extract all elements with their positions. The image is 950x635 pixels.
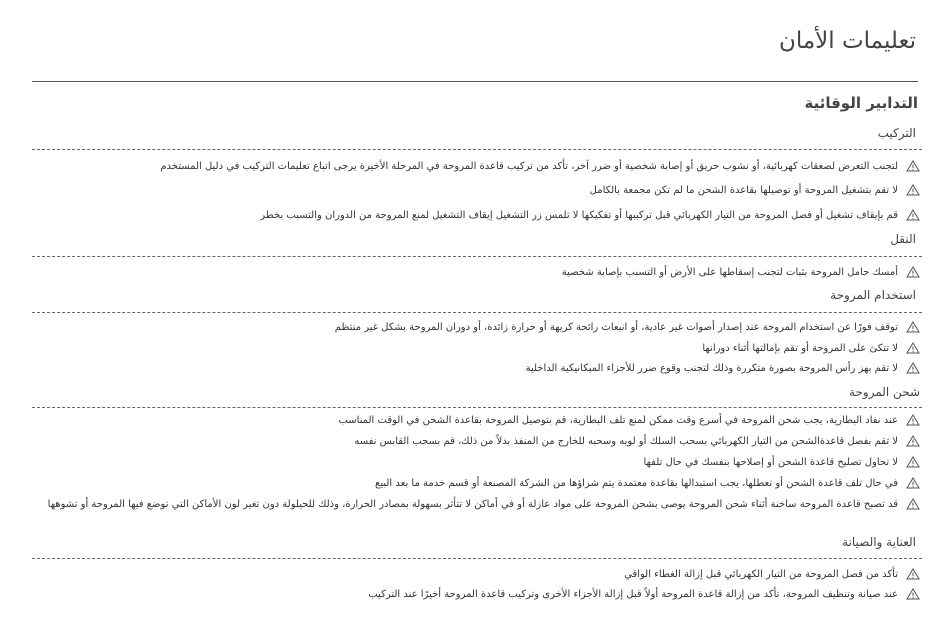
list-item bbox=[40, 456, 920, 469]
item-text: لا تتكئ على المروحة أو تقم بإمالتها أثناء دورانها bbox=[702, 343, 898, 354]
item-text: توقف فورًا عن استخدام المروحة عند إصدار أصوات غير عادية، أو انبعاث رائحة كريهة أو حرارة زائدة، أو دوران المروحة بشكل غير منتظم bbox=[334, 322, 898, 333]
list-item bbox=[40, 568, 920, 581]
list-item bbox=[40, 321, 920, 334]
warning-triangle-icon bbox=[906, 414, 920, 426]
section-divider bbox=[32, 256, 922, 257]
item-text: عند نفاد البطارية، يجب شحن المروحة في أسرع وقت ممكن لمنع تلف البطارية، قم بتوصيل المروحة بقاعدة الشحن في الوقت المناسب bbox=[338, 415, 898, 426]
warning-triangle-icon bbox=[906, 498, 920, 510]
page-title: تعليمات الأمان bbox=[778, 28, 916, 54]
section-heading-maintenance: العناية والصيانة bbox=[842, 535, 916, 549]
list-item bbox=[40, 362, 920, 375]
list-item bbox=[40, 209, 920, 222]
warning-triangle-icon bbox=[906, 184, 920, 196]
item-text: لتجنب التعرض لصعقات كهربائية، أو نشوب حريق أو إصابة شخصية أو ضرر آخر، تأكد من تركيب قاعدة المروحة في المرحلة الأخيرة يرجى اتباع تعليمات التركيب في دليل المستخدم bbox=[160, 161, 898, 172]
list-item bbox=[40, 588, 920, 601]
section-divider bbox=[32, 558, 922, 559]
list-item bbox=[40, 477, 920, 490]
warning-triangle-icon bbox=[906, 209, 920, 221]
list-item bbox=[40, 184, 920, 197]
warning-triangle-icon bbox=[906, 588, 920, 600]
section-divider bbox=[32, 407, 922, 408]
warning-triangle-icon bbox=[906, 362, 920, 374]
list-item bbox=[40, 435, 920, 448]
section-heading-charging: شحن المروحة bbox=[849, 385, 920, 399]
warning-triangle-icon bbox=[906, 435, 920, 447]
list-item bbox=[40, 160, 920, 173]
warning-triangle-icon bbox=[906, 456, 920, 468]
item-text: أمسك حامل المروحة بثبات لتجنب إسقاطها على الأرض أو التسبب بإصابة شخصية bbox=[561, 267, 898, 278]
section-heading-usage: استخدام المروحة bbox=[830, 288, 916, 302]
list-item bbox=[40, 266, 920, 279]
item-text: في حال تلف قاعدة الشحن أو تعطلها، يجب استبدالها بقاعدة معتمدة يتم شراؤها من الشركة المصنعة أو قسم خدمة ما بعد البيع bbox=[375, 478, 898, 489]
section-heading-installation: التركيب bbox=[877, 126, 916, 140]
list-item bbox=[40, 414, 920, 427]
item-text: لا تقم بهز رأس المروحة بصورة متكررة وذلك لتجنب وقوع ضرر للأجزاء الميكانيكية الداخلية bbox=[525, 363, 898, 374]
list-item bbox=[40, 498, 920, 511]
section-divider bbox=[32, 149, 922, 150]
warning-triangle-icon bbox=[906, 342, 920, 354]
warning-triangle-icon bbox=[906, 266, 920, 278]
item-text: تأكد من فصل المروحة من التيار الكهربائي قبل إزالة الغطاء الواقي bbox=[624, 569, 898, 580]
item-text: عند صيانة وتنظيف المروحة، تأكد من إزالة قاعدة المروحة أولاً قبل إزالة الأجزاء الأخرى وتركيب قاعدة المروحة أخيرًا عند التركيب bbox=[368, 589, 898, 600]
item-text: قد تصبح قاعدة المروحة ساخنة أثناء شحن المروحة يوصى بشحن المروحة على مواد عازلة أو في أماكن لا تتأثر بسهولة بمصادر الحرارة، وذلك للحيلولة دون تغير لون الأماكن التي توضع فيها المروحة أو تشوهها bbox=[47, 499, 898, 510]
section-heading-transport: النقل bbox=[890, 232, 916, 246]
section-subtitle: التدابير الوقائية bbox=[804, 94, 918, 112]
warning-triangle-icon bbox=[906, 160, 920, 172]
list-item bbox=[40, 342, 920, 355]
item-text: لا تقم بفصل قاعدةالشحن من التيار الكهربائي بسحب السلك أو لويه وسحبه للخارج من المنفذ بدلاً من ذلك، قم بسحب القابس نفسه bbox=[354, 436, 898, 447]
item-text: قم بإيقاف تشغيل أو فصل المروحة من التيار الكهربائي قبل تركيبها أو تفكيكها لا تلمس زر التشغيل إيقاف التشغيل لمنع المروحة من الدوران والتسبب بخطر bbox=[260, 210, 898, 221]
warning-triangle-icon bbox=[906, 568, 920, 580]
item-text: لا تحاول تصليح قاعدة الشحن أو إصلاحها بنفسك في حال تلفها bbox=[643, 457, 898, 468]
item-text: لا تقم بتشغيل المروحة أو توصيلها بقاعدة الشحن ما لم تكن مجمعة بالكامل bbox=[589, 185, 898, 196]
warning-triangle-icon bbox=[906, 477, 920, 489]
warning-triangle-icon bbox=[906, 321, 920, 333]
section-divider bbox=[32, 312, 922, 313]
title-divider bbox=[32, 81, 918, 82]
